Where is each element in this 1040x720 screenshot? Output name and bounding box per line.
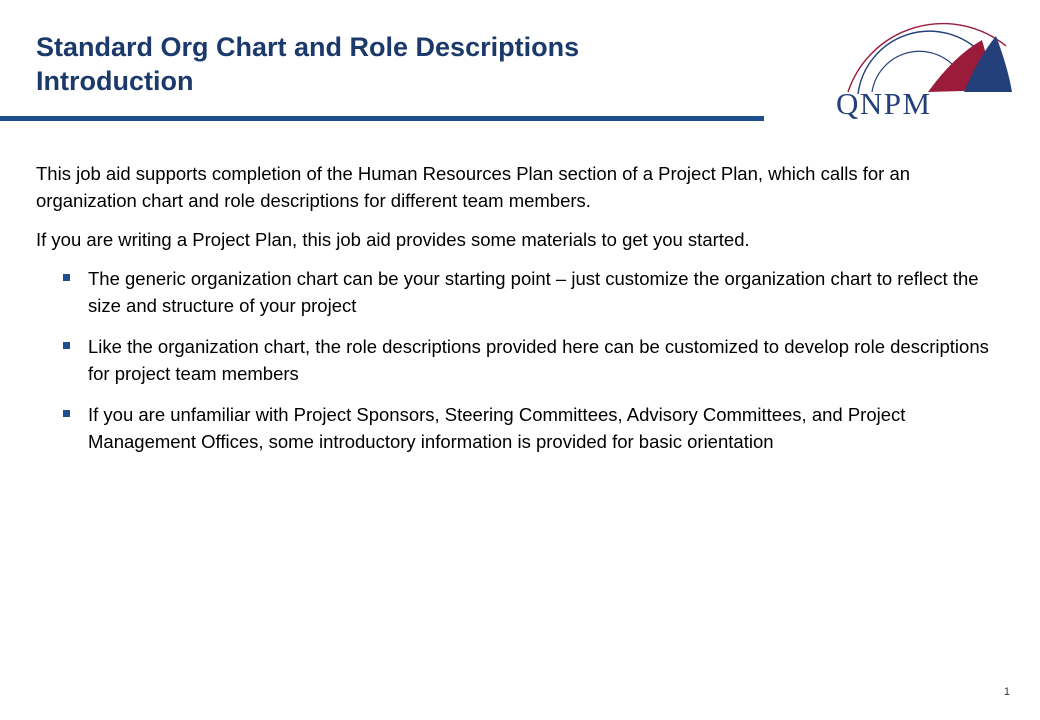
bullet-text: If you are unfamiliar with Project Sponsors, Steering Committees, Advisory Committees, and Project Management Offices, some introductory information is provided for basic orientation — [88, 404, 906, 452]
page-title — [36, 30, 796, 98]
bullet-item — [88, 401, 1002, 455]
title-divider — [0, 116, 764, 121]
intro-paragraph: This job aid supports completion of the Human Resources Plan section of a Project Plan, which calls for an organization chart and role descriptions for different team members. — [36, 163, 911, 211]
bullet-text: Like the organization chart, the role descriptions provided here can be customized to develop role descriptions for project team members — [88, 336, 989, 384]
qnpm-logo-icon — [832, 10, 1012, 124]
square-bullet-icon — [63, 342, 70, 349]
logo-text: QNPM — [836, 86, 932, 121]
bullet-text: The generic organization chart can be your starting point – just customize the organization chart to reflect the size and structure of your project — [88, 268, 979, 316]
bullet-item — [88, 333, 1002, 387]
square-bullet-icon — [63, 410, 70, 417]
getting-started-paragraph: If you are writing a Project Plan, this job aid provides some materials to get you started. — [36, 229, 750, 250]
bullet-item — [88, 265, 1002, 319]
body-content — [36, 160, 1002, 469]
page-title-line-2: Introduction — [36, 66, 194, 96]
page-number: 1 — [1003, 686, 1010, 698]
square-bullet-icon — [63, 274, 70, 281]
bullet-list — [36, 265, 1002, 455]
page-title-line-1: Standard Org Chart and Role Descriptions — [36, 32, 580, 62]
